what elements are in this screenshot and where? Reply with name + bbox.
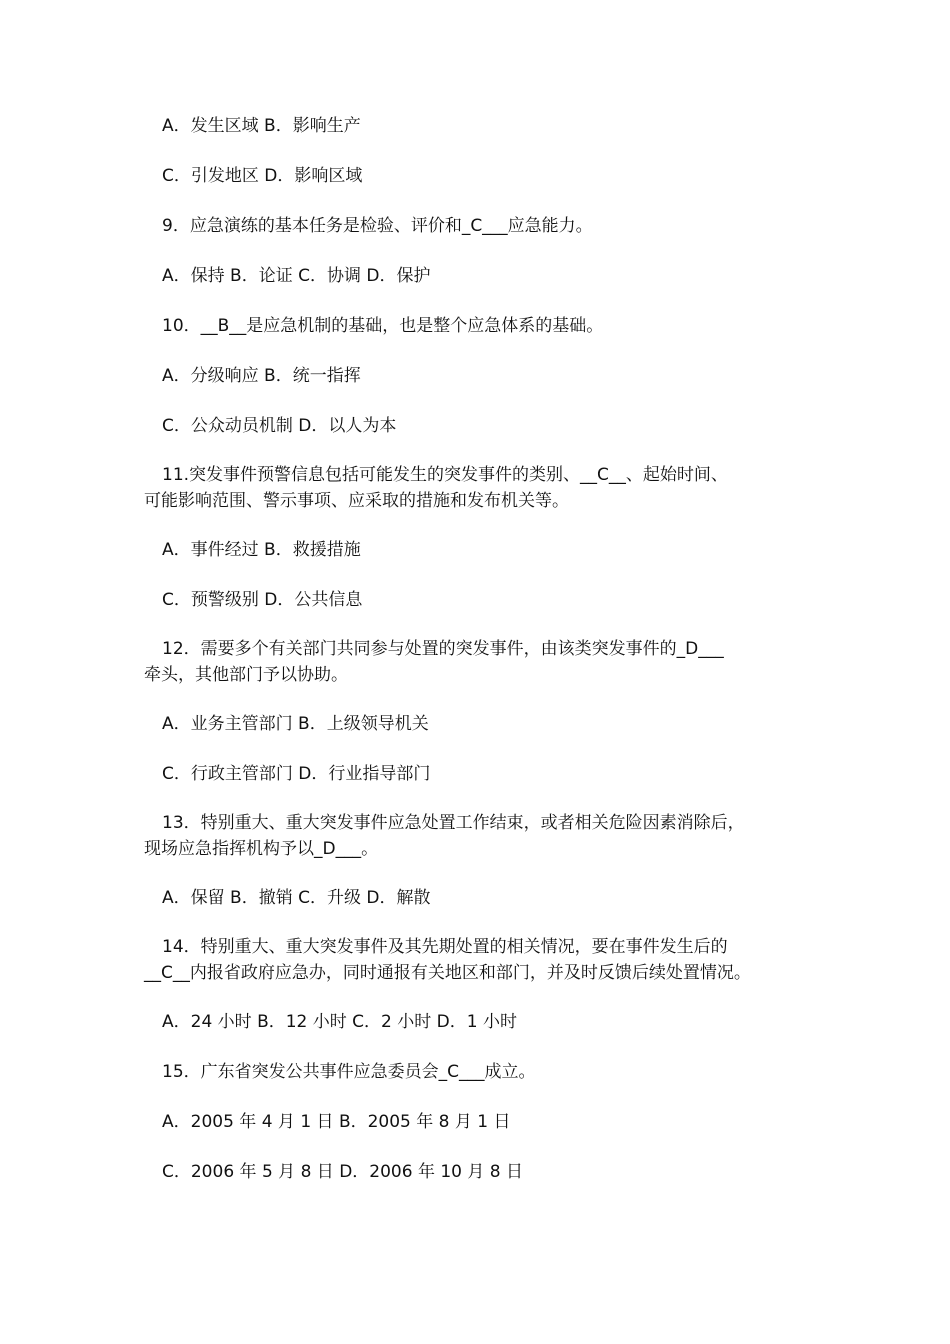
q12-question-line2: 牵头，其他部门予以协助。 <box>144 665 348 685</box>
q15-options-ab: A．2005 年 4 月 1 日 B．2005 年 8 月 1 日 <box>162 1112 511 1132</box>
q8-options-cd: C．引发地区 D．影响区域 <box>162 166 363 186</box>
q11-options-cd: C．预警级别 D．公共信息 <box>162 590 363 610</box>
q14-options: A．24 小时 B．12 小时 C．2 小时 D．1 小时 <box>162 1012 517 1032</box>
q11-question-line2: 可能影响范围、警示事项、应采取的措施和发布机关等。 <box>144 491 569 511</box>
q12-question-line1: 12．需要多个有关部门共同参与处置的突发事件，由该类突发事件的_D___ <box>162 639 724 659</box>
q10-options-ab: A．分级响应 B．统一指挥 <box>162 366 361 386</box>
q13-question-line2: 现场应急指挥机构予以_D___。 <box>144 839 379 859</box>
q12-options-cd: C．行政主管部门 D．行业指导部门 <box>162 764 431 784</box>
q9-question: 9．应急演练的基本任务是检验、评价和_C___应急能力。 <box>162 216 593 236</box>
q10-question: 10．__B__是应急机制的基础，也是整个应急体系的基础。 <box>162 316 604 336</box>
q14-question-line2: __C__内报省政府应急办，同时通报有关地区和部门，并及时反馈后续处置情况。 <box>144 963 751 983</box>
q15-question: 15．广东省突发公共事件应急委员会_C___成立。 <box>162 1062 536 1082</box>
q13-question-line1: 13．特别重大、重大突发事件应急处置工作结束，或者相关危险因素消除后， <box>162 813 745 833</box>
q11-question-line1: 11.突发事件预警信息包括可能发生的突发事件的类别、__C__、起始时间、 <box>162 465 728 485</box>
q15-options-cd: C．2006 年 5 月 8 日 D．2006 年 10 月 8 日 <box>162 1162 524 1182</box>
q9-options: A．保持 B．论证 C．协调 D．保护 <box>162 266 431 286</box>
q14-question-line1: 14．特别重大、重大突发事件及其先期处置的相关情况，要在事件发生后的 <box>162 937 728 957</box>
q10-options-cd: C．公众动员机制 D．以人为本 <box>162 416 397 436</box>
q8-options-ab: A．发生区域 B．影响生产 <box>162 116 361 136</box>
q11-options-ab: A．事件经过 B．救援措施 <box>162 540 361 560</box>
q13-options: A．保留 B．撤销 C．升级 D．解散 <box>162 888 431 908</box>
q12-options-ab: A．业务主管部门 B．上级领导机关 <box>162 714 429 734</box>
